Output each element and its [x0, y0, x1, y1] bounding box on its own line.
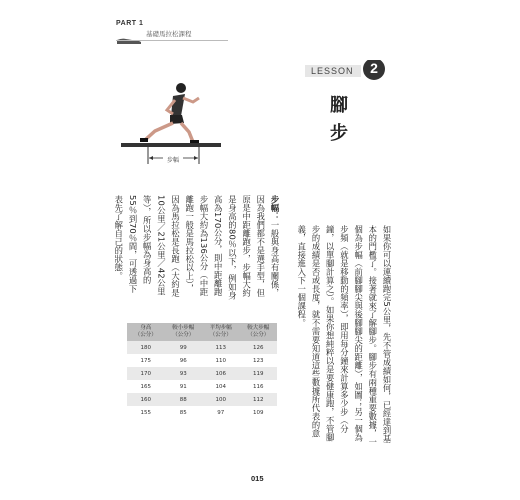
table-cell: 85	[179, 409, 187, 416]
intro-paragraph: 如果你可以連續跑完5公里，先不管成績如何，已經達到基本的門檻了。接著就來了解腳步。腳步有兩種重要數據，一個為步幅（前腳腳尖與後腳腳尖的距離），如圖；另一個為步頻（就是移動的頻率），即用每分鐘來計算多少步（分鐘，以單腳計算之）。如果你想純粹以是要健康跑，不管腳步的成績是否或長度，就不需要知道這些數據所代表的意義，直接進入下一個課程。	[296, 225, 392, 446]
col-small: 較小步幅 （公分）	[165, 323, 203, 341]
table-cell: 160	[127, 393, 165, 406]
table-cell: 175	[140, 357, 151, 364]
page-number: 015	[251, 474, 264, 483]
table-cell: 104	[215, 383, 226, 390]
stride-heading: 步幅：	[270, 195, 280, 221]
lesson-word: LESSON	[311, 66, 354, 76]
table-cell: 106	[202, 367, 240, 380]
table-cell: 113	[202, 341, 240, 354]
stride-paragraph	[113, 195, 282, 301]
part-label: PART 1	[116, 20, 144, 27]
stride-body: 一般與身高有關係，因為我們都不是選手型，但原是中距離跑步，步幅大約是身高的80％以下，例如身高為170公分，則中距離跑步幅大約為136公分（中距離跑一般是馬拉松以上），因為馬拉松是長跑（大約是10公里／21公里／42公里等），所以步幅為身高的55％到70％間，可透過下表先了解自己的狀態。	[113, 195, 280, 300]
header-divider	[116, 40, 228, 41]
stride-table	[127, 323, 277, 419]
table-cell: 109	[253, 409, 264, 416]
table-cell: 88	[165, 393, 203, 406]
col-large: 較大步幅 （公分）	[240, 323, 278, 341]
table-cell: 112	[240, 393, 278, 406]
table-row	[127, 393, 277, 406]
table-cell: 100	[202, 393, 240, 406]
table-cell: 155	[140, 409, 151, 416]
table-row	[127, 354, 277, 367]
table-cell: 110	[215, 357, 226, 364]
table-cell: 97	[217, 409, 225, 416]
part-subtitle: 基礎馬拉松課程	[146, 30, 192, 38]
table-cell: 91	[179, 383, 187, 390]
stride-label: 步幅	[167, 157, 180, 164]
table-cell: 165	[140, 383, 151, 390]
page-title: 腳步	[330, 95, 348, 144]
lesson-number: 2	[370, 60, 378, 76]
table-cell: 123	[253, 357, 264, 364]
table-cell: 180	[127, 341, 165, 354]
table-cell: 96	[179, 357, 187, 364]
table-cell: 170	[127, 367, 165, 380]
table-cell: 93	[165, 367, 203, 380]
table-row	[127, 406, 277, 419]
table-cell: 126	[240, 341, 278, 354]
table-row	[127, 380, 277, 393]
table-cell: 116	[253, 383, 264, 390]
table-cell: 99	[165, 341, 203, 354]
table-cell: 119	[240, 367, 278, 380]
col-avg: 平均步幅 （公分）	[202, 323, 240, 341]
table-row	[127, 367, 277, 380]
col-height: 身高 （公分）	[127, 323, 165, 341]
table-row	[127, 341, 277, 354]
